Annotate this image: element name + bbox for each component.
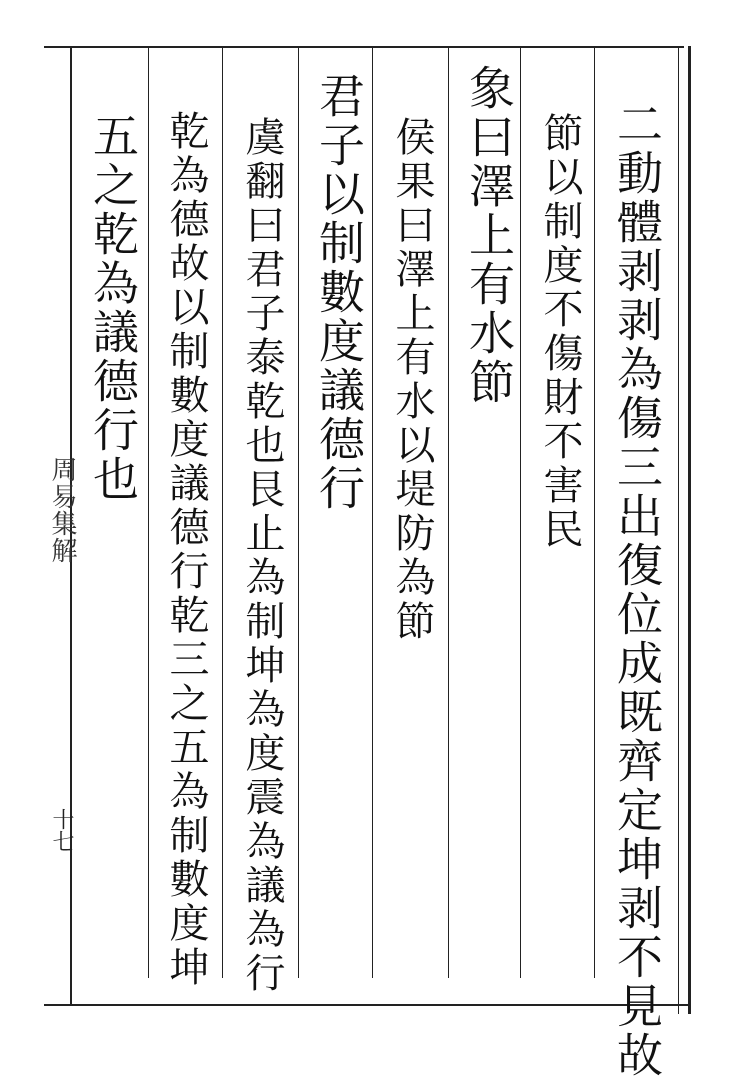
text-column-6: 虞翻曰君子泰乾也艮止為制坤為度震為議為行 [239,116,285,996]
column-divider [298,48,299,978]
column-divider [594,48,595,978]
top-border [44,46,684,48]
text-column-2: 節以制度不傷財不害民 [537,112,583,552]
right-border-inner [678,46,679,1014]
text-column-7: 乾為德故以制數度議德行乾三之五為制數度坤 [163,110,209,990]
text-column-1: 二動體剥剥為傷三出復位成既齊定坤剥不見故 [610,100,664,1080]
book-title-margin: 周易集解 [47,456,77,564]
text-column-5: 君子以制數度議德行 [312,72,366,513]
column-divider [222,48,223,978]
column-divider [448,48,449,978]
text-column-8: 五之乾為議德行也 [86,112,140,504]
text-column-3: 象曰澤上有水節 [462,64,516,407]
column-divider [148,48,149,978]
right-border-outer [688,46,691,1014]
page-number: 十七 [49,808,74,852]
text-column-4: 侯果曰澤上有水以堤防為節 [389,116,435,644]
bottom-border [44,1004,690,1006]
column-divider [372,48,373,978]
column-divider [520,48,521,978]
